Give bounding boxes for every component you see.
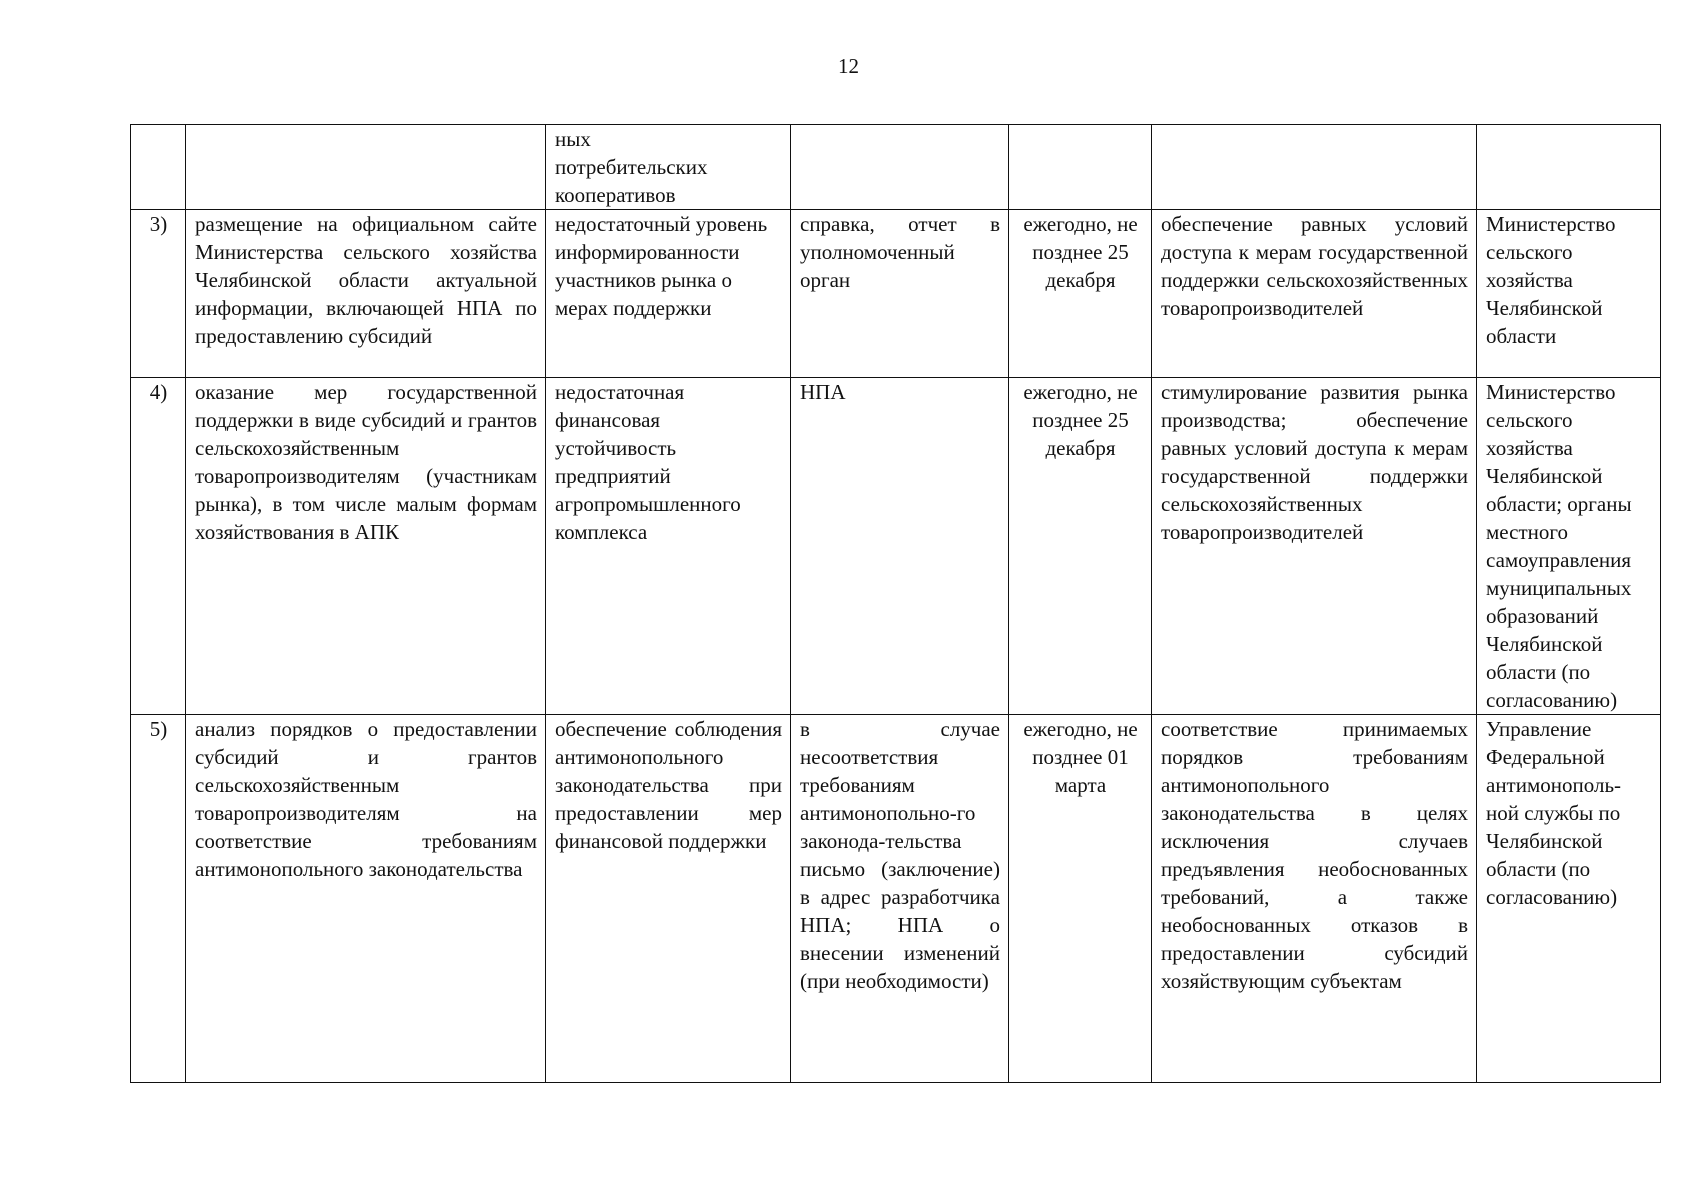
cell-problem: недостаточный уровень информированности участников рынка о мерах поддержки [546,210,791,378]
cell-problem: обеспечение соблюдения антимонопольного законодательства при предоставлении мер финансовой поддержки [546,715,791,1083]
cell-result [1152,125,1477,210]
cell-measure: оказание мер государственной поддержки в виде субсидий и грантов сельскохозяйственным товаропроизводителям (участникам рынка), в том числе малым формам хозяйствования в АПК [186,378,546,715]
cell-document: НПА [791,378,1009,715]
row-number: 4) [131,378,186,715]
table-row [131,210,1661,378]
cell-problem: недостаточная финансовая устойчивость предприятий агропромышленного комплекса [546,378,791,715]
page-number: 12 [838,54,859,78]
cell-result: соответствие принимаемых порядков требованиям антимонопольного законодательства в целях исключения случаев предъявления необоснованных требований, а также необоснованных отказов в предоставлении субсидий хозяйствующим субъектам [1152,715,1477,1083]
cell-result: стимулирование развития рынка производства; обеспечение равных условий доступа к мерам государственной поддержки сельскохозяйственных товаропроизводителей [1152,378,1477,715]
cell-responsible: Министерство сельского хозяйства Челябинской области; органы местного самоуправления муниципальных образований Челябинской области (по согласованию) [1477,378,1661,715]
cell-result: обеспечение равных условий доступа к мерам государственной поддержки сельскохозяйственных товаропроизводителей [1152,210,1477,378]
cell-measure [186,125,546,210]
row-number: 5) [131,715,186,1083]
cell-term: ежегодно, не позднее 01 марта [1009,715,1152,1083]
cell-document: справка, отчет в уполномоченный орган [791,210,1009,378]
row-number: 3) [131,210,186,378]
cell-term: ежегодно, не позднее 25 декабря [1009,210,1152,378]
cell-num [131,125,186,210]
cell-document: в случае несоответствия требованиям антимонопольно-го законода-тельства письмо (заключение) в адрес разработчика НПА; НПА о внесении изменений (при необходимости) [791,715,1009,1083]
cell-measure: размещение на официальном сайте Министерства сельского хозяйства Челябинской области актуальной информации, включающей НПА по предоставлению субсидий [186,210,546,378]
table-row-continuation [131,125,1661,210]
cell-document [791,125,1009,210]
cell-term [1009,125,1152,210]
cell-term: ежегодно, не позднее 25 декабря [1009,378,1152,715]
table-row [131,378,1661,715]
cell-responsible: Министерство сельского хозяйства Челябинской области [1477,210,1661,378]
cell-measure: анализ порядков о предоставлении субсидий и грантов сельскохозяйственным товаропроизводителям на соответствие требованиям антимонопольного законодательства [186,715,546,1083]
table-row [131,715,1661,1083]
cell-problem: ных потребительских кооперативов [546,125,791,210]
cell-responsible: Управление Федеральной антимонополь-ной службы по Челябинской области (по согласованию) [1477,715,1661,1083]
measures-table [130,124,1661,1083]
cell-responsible [1477,125,1661,210]
